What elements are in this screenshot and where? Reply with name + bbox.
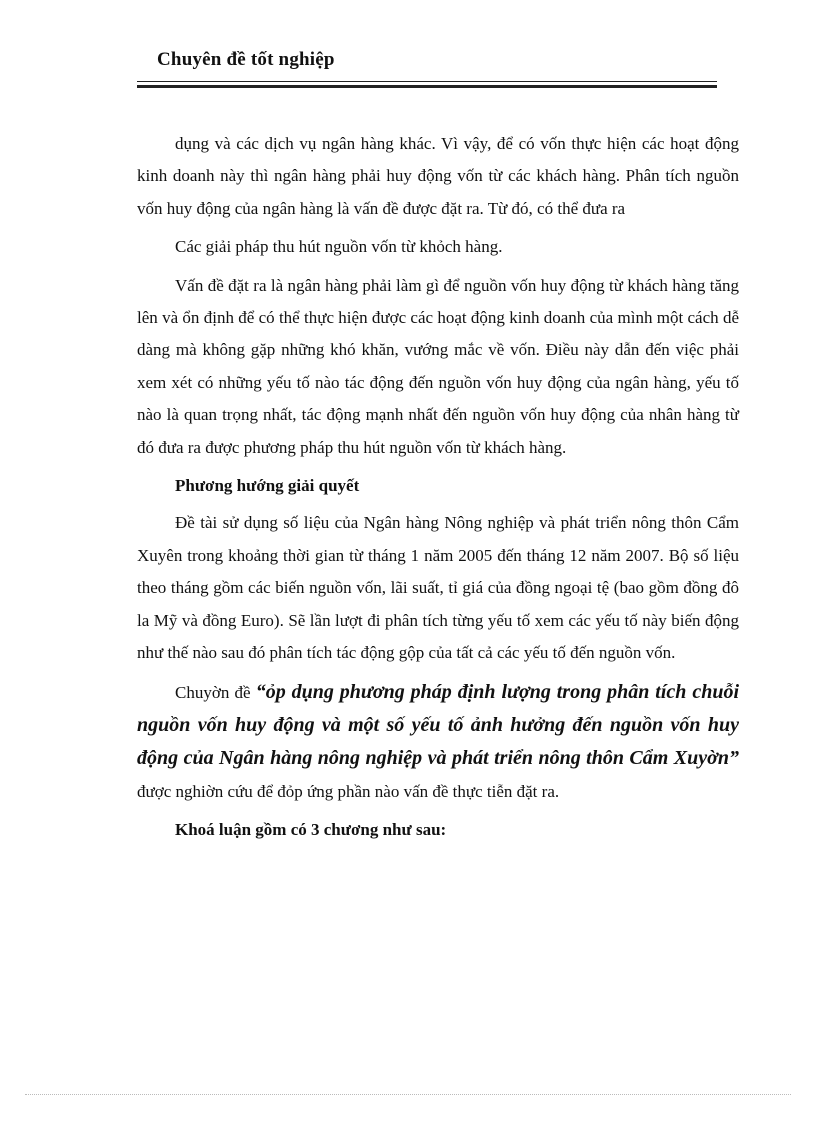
section-heading-solution: Phương hướng giải quyết bbox=[175, 476, 360, 496]
paragraph-2: Các giải pháp thu hút nguồn vốn từ khỏch hàng. bbox=[175, 237, 503, 257]
section-heading-chapters: Khoá luận gồm có 3 chương như sau: bbox=[175, 820, 447, 840]
header-rule-thin bbox=[137, 81, 717, 82]
paragraph-5-tail: được nghiờn cứu để đỏp ứng phần nào vấn đề thực tiễn đặt ra. bbox=[137, 781, 560, 801]
paragraph-1: dụng và các dịch vụ ngân hàng khác. Vì vậy, để có vốn thực hiện các hoạt động kinh doanh này thì ngân hàng phải huy động vốn từ các khách hàng. Phân tích nguồn vốn huy động của ngân hàng là vấn đề được đặt ra. Từ đó, có thể đưa ra bbox=[137, 134, 739, 218]
paragraph-5 bbox=[137, 676, 739, 809]
thesis-title-emphasis: “ỏp dụng phương pháp định lượng trong phân tích chuỗi nguồn vốn huy động và một số yếu tố ảnh hưởng đến nguồn vốn huy động của Ngân hàng nông nghiệp và phát triển nông thôn Cẩm Xuyờn” bbox=[137, 680, 740, 770]
document-body bbox=[137, 128, 739, 852]
footer-dotted-line bbox=[25, 1094, 791, 1095]
paragraph-3: Vấn đề đặt ra là ngân hàng phải làm gì để nguồn vốn huy động từ khách hàng tăng lên và ổn định để có thể thực hiện được các hoạt động kinh doanh của mình một cách dễ dàng mà không gặp những khó khăn, vướng mắc về vốn. Điều này dẫn đến việc phải xem xét có những yếu tố nào tác động đến nguồn vốn huy động của ngân hàng, yếu tố nào là quan trọng nhất, tác động mạnh nhất đến nguồn vốn huy động của nhân hàng từ đó đưa ra được phương pháp thu hút nguồn vốn từ khách hàng. bbox=[137, 275, 739, 457]
paragraph-5-lead: Chuyờn đề bbox=[175, 682, 256, 702]
header-rule-thick bbox=[137, 85, 717, 88]
page-header-title: Chuyên đề tốt nghiệp bbox=[157, 49, 335, 70]
paragraph-4: Đề tài sử dụng số liệu của Ngân hàng Nông nghiệp và phát triển nông thôn Cẩm Xuyên trong khoảng thời gian từ tháng 1 năm 2005 đến tháng 12 năm 2007. Bộ số liệu theo tháng gồm các biến nguồn vốn, lãi suất, tỉ giá của đồng ngoại tệ (bao gồm đồng đô la Mỹ và đồng Euro). Sẽ lần lượt đi phân tích từng yếu tố xem các yếu tố này biến động như thế nào sau đó phân tích tác động gộp của tất cả các yếu tố đến nguồn vốn. bbox=[137, 513, 739, 663]
